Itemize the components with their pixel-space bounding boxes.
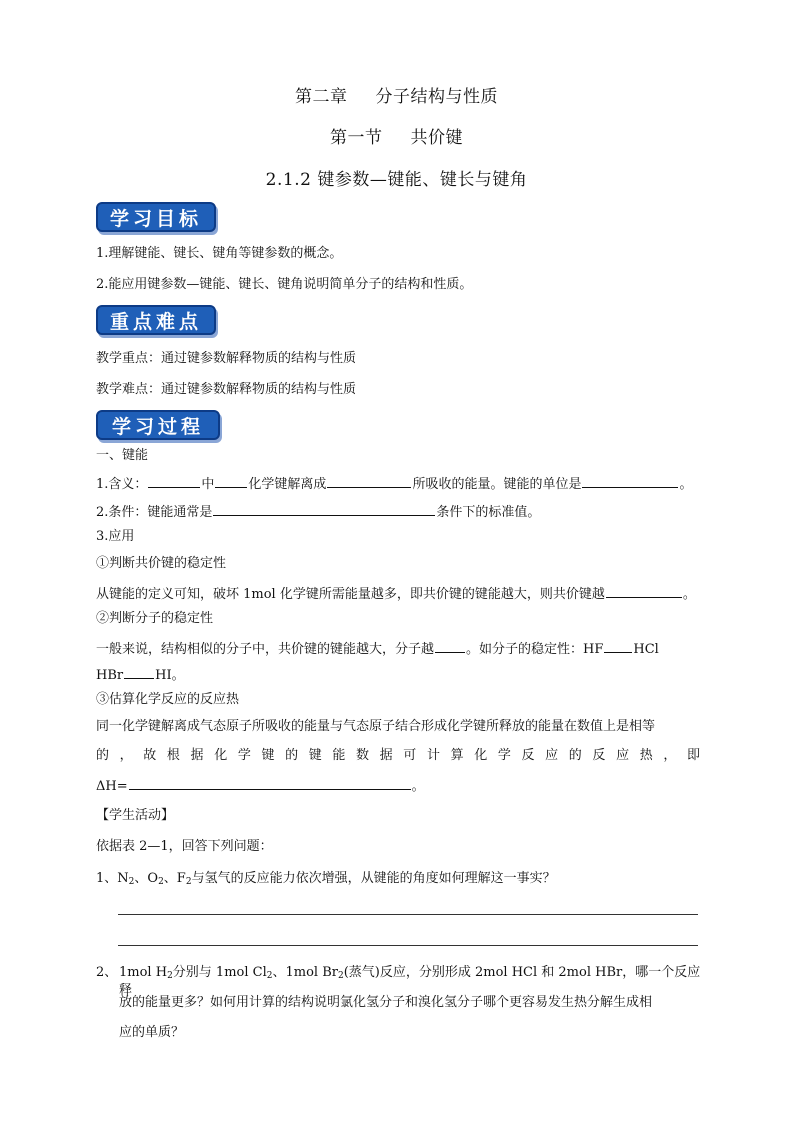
application-1-title: ①判断共价键的稳定性 (96, 556, 227, 571)
answer-line[interactable] (118, 945, 698, 946)
process-badge: 学习过程 (96, 410, 220, 440)
activity-title: 【学生活动】 (96, 808, 175, 823)
fill-blank[interactable] (327, 473, 411, 488)
goal-item-1: 1.理解键能、键长、键角等键参数的概念。 (96, 246, 343, 261)
fill-blank[interactable] (604, 638, 632, 653)
fill-blank[interactable] (435, 638, 465, 653)
teaching-difficulty: 教学难点：通过键参数解释物质的结构与性质 (96, 382, 357, 397)
application-3-formula: ΔH= 。 (96, 775, 700, 796)
question-2: 2、 (96, 965, 118, 980)
goals-badge: 学习目标 (96, 202, 216, 232)
fill-blank[interactable] (215, 473, 247, 488)
application-3-text-1: 同一化学键解离成气态原子所吸收的能量与气态原子结合形成化学键所释放的能量在数值上是相等 (96, 719, 656, 734)
section-number: 第一节 (330, 128, 383, 148)
goal-item-2: 2.能应用键参数—键能、键长、键角说明简单分子的结构和性质。 (96, 277, 473, 292)
fill-blank[interactable] (124, 664, 154, 679)
chapter-name: 分子结构与性质 (375, 87, 498, 107)
application-2-text: 一般来说，结构相似的分子中，共价键的键能越大，分子越 。如分子的稳定性：HF HCl (96, 638, 700, 659)
section-name: 共价键 (410, 128, 463, 148)
application-3-title: ③估算化学反应的反应热 (96, 692, 240, 707)
question-1: 1、$N_2$、$O_2$、$F_2$与氢气的反应能力依次增强，从键能的角度如何理解这一事实？ (96, 871, 556, 887)
fill-blank[interactable] (129, 775, 411, 790)
lesson-title: 2.1.2 键参数—键能、键长与键角 (265, 170, 528, 190)
teaching-focus: 教学重点：通过键参数解释物质的结构与性质 (96, 351, 357, 366)
chapter-number: 第二章 (295, 87, 348, 107)
keypoints-badge: 重点难点 (96, 305, 216, 335)
question-2-line-1: 1mol $H_2$分别与 1mol $Cl_2$、1mol $Br_2$(蒸气)反应，分别形成 2mol HCl 和 2mol HBr，哪一个反应释 (119, 965, 701, 998)
chapter-title (0, 82, 793, 107)
fill-blank[interactable] (148, 473, 200, 488)
definition-line: 1.含义： 中 化学键解离成 所吸收的能量。键能的单位是 。 (96, 473, 700, 494)
fill-blank[interactable] (606, 583, 682, 598)
fill-blank[interactable] (582, 473, 678, 488)
condition-line: 2.条件：键能通常是 条件下的标准值。 (96, 501, 700, 522)
fill-blank[interactable] (213, 501, 435, 516)
application-1-text: 从键能的定义可知，破坏 1mol 化学键所需能量越多，即共价键的键能越大，则共价键越 。 (96, 583, 700, 604)
application-2-title: ②判断分子的稳定性 (96, 611, 214, 626)
question-2-line-2: 放的能量更多？如何用计算的结构说明氯化氢分子和溴化氢分子哪个更容易发生热分解生成相 (119, 995, 653, 1010)
bond-energy-heading: 一、键能 (96, 448, 149, 463)
application-3-text-2: 的，故根据化学键的键能数据可计算化学反应的反应热，即 (96, 748, 700, 763)
application-heading: 3.应用 (96, 529, 135, 544)
application-2-text-cont: HBr HI。 (96, 664, 700, 685)
section-title (0, 123, 793, 148)
activity-intro: 依据表 2—1，回答下列问题： (96, 839, 273, 854)
question-2-line-3: 应的单质？ (119, 1025, 185, 1040)
answer-line[interactable] (118, 914, 698, 915)
